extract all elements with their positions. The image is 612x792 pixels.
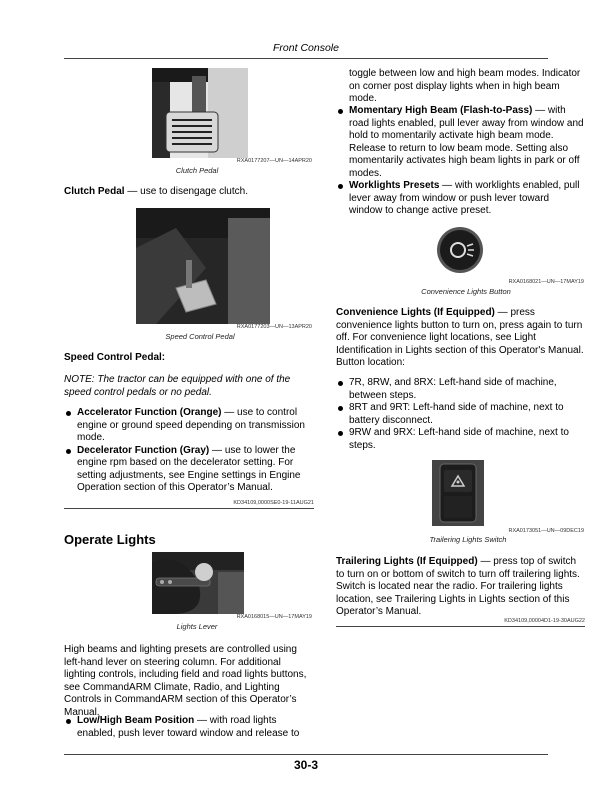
list-item-text: — with road lights enabled, push lever toward window and release to — [77, 715, 300, 739]
list-item — [336, 180, 585, 218]
figure-id: RXA0177207—UN—14APR20 — [236, 158, 312, 164]
trailering-title: Trailering Lights (If Equipped) — [336, 556, 478, 567]
list-item-title: Worklights Presets — [349, 180, 440, 191]
reference-code: KD34109,0000SE0-19-11AUG21 — [233, 500, 314, 506]
list-item-text: — with road lights enabled, pull lever away from window and hold to momentarily activate high beam mode. Release to return to low beam mode. Setting also momentarily activates high beam lights in park or off modes. — [349, 105, 584, 179]
speed-control-title: Speed Control Pedal: — [64, 352, 166, 363]
note-text — [64, 374, 310, 399]
list-item — [64, 445, 314, 495]
clutch-text: — use to disengage clutch. — [124, 186, 248, 197]
list-item — [64, 715, 314, 740]
trailering-lights-paragraph — [336, 556, 585, 619]
speed-control-list — [64, 407, 314, 495]
list-item — [336, 105, 585, 180]
list-item — [64, 407, 314, 445]
lights-list — [64, 715, 314, 740]
figure-id: RXA0173051—UN—09DEC19 — [508, 528, 584, 534]
clutch-title: Clutch Pedal — [64, 186, 125, 197]
section-title: Operate Lights — [64, 532, 156, 547]
figure-caption: Clutch Pedal — [175, 166, 219, 175]
list-item-text: — use to control engine or ground speed depending on transmission mode. — [77, 407, 305, 443]
convenience-lights-button-image — [436, 226, 484, 274]
list-item: 9RW and 9RX: Left-hand side of machine, next to steps. — [336, 427, 585, 452]
clutch-pedal-image — [152, 68, 248, 158]
list-item-title: Decelerator Function (Gray) — [77, 444, 210, 456]
section-rule — [64, 508, 314, 509]
figure-caption: Trailering Lights Switch — [429, 535, 507, 544]
continued-text: toggle between low and high beam modes. Indicator on corner post display lights when in high beam mode. — [349, 68, 581, 104]
lever-list — [336, 105, 585, 218]
running-header: Front Console — [273, 42, 339, 54]
header-rule — [64, 58, 548, 59]
convenience-text: — press convenience lights button to turn on, press again to turn off. For convenience light locations, see Light Identification in Lights section of this Operator's Manual. — [336, 307, 584, 356]
lights-lever-image — [152, 552, 244, 614]
button-location-label: Button location: — [336, 357, 405, 368]
figure-caption: Speed Control Pedal — [165, 332, 235, 341]
note: NOTE: The tractor can be equipped with one of the speed control pedals or no pedal. — [64, 374, 291, 398]
lights-paragraph: High beams and lighting presets are controlled using left-hand lever on steering column. For additional lighting controls, including field and road lights buttons, see CommandARM Climate, Radio, and Lighting Controls in CommandARM section of this Operator’s Manual. — [64, 644, 307, 718]
location-list — [336, 377, 585, 452]
figure-caption: Lights Lever — [176, 622, 218, 631]
page-number: 30-3 — [293, 758, 319, 772]
list-item-title: Momentary High Beam (Flash-to-Pass) — [349, 105, 533, 116]
speed-control-pedal-image — [136, 208, 270, 324]
clutch-pedal-paragraph — [64, 186, 314, 199]
trailering-text: — press top of switch to turn on or bottom of switch to turn off trailering lights. Switch is located near the radio. For trailering lights location, see Trailering Lights in Lights section of this Operator’s Manual. — [336, 556, 580, 617]
convenience-title: Convenience Lights (If Equipped) — [336, 307, 495, 318]
list-item: 7R, 8RW, and 8RX: Left-hand side of machine, between steps. — [336, 377, 585, 402]
figure-caption: Convenience Lights Button — [421, 287, 511, 296]
figure-id: RXA0168021—UN—17MAY19 — [508, 279, 584, 285]
reference-code: KD34109,00004D1-19-30AUG22 — [504, 618, 585, 624]
list-item-text: — use to lower the engine rpm based on the decelerator setting. For setting adjustments, see Engine settings in Engine Operation section of this Operator’s Manual. — [77, 444, 301, 493]
footer-rule — [64, 754, 548, 755]
trailering-lights-switch-image — [432, 460, 484, 526]
convenience-lights-paragraph — [336, 307, 585, 357]
list-item-text: — with worklights enabled, pull lever away from window or push lever toward window to change active preset. — [349, 180, 580, 216]
list-item: 8RT and 9RT: Left-hand side of machine, next to battery disconnect. — [336, 402, 585, 427]
list-item-title: Low/High Beam Position — [77, 715, 195, 726]
figure-id: RXA0168015—UN—17MAY19 — [236, 614, 312, 620]
list-item-title: Accelerator Function (Orange) — [77, 407, 222, 418]
section-rule — [336, 626, 585, 627]
figure-id: RXA0177203—UN—13APR20 — [236, 324, 312, 330]
